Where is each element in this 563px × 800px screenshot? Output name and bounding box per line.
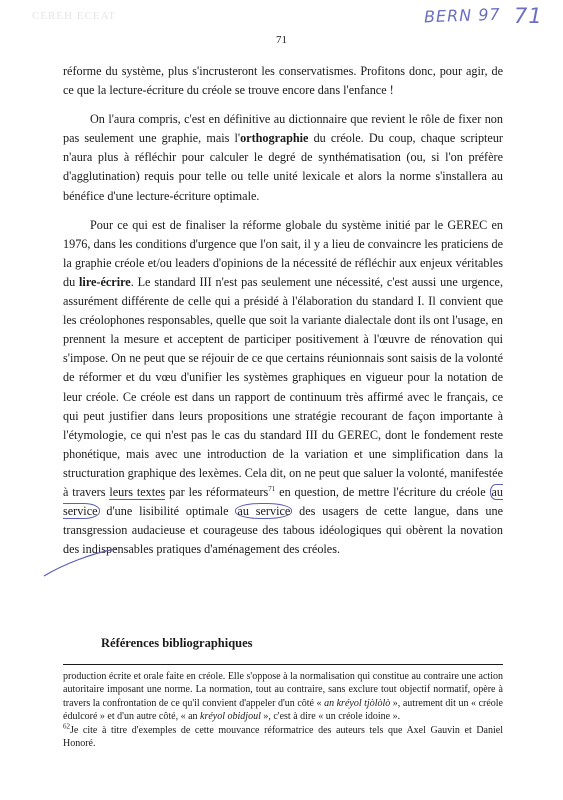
- footnote-62-text: Je cite à titre d'exemples de cette mouvance réformatrice des auteurs tels que Axel Gauvin et Daniel Honoré.: [63, 724, 503, 750]
- footnote-text-a: production écrite et orale faite en créole. Elle s'oppose à la normalisation qui constitue au contraire une action autoritaire imposant une norme. La normation, tout au contraire, sans exclure tout objectif normatif, opère à travers la confrontation de ce qu'il convient d'appeler d'un côté «: [63, 671, 503, 709]
- footnotes: [63, 670, 503, 750]
- handwritten-archive-reference: BERN 97: [423, 4, 501, 27]
- paragraph-3-text-d: en question, de mettre l'écriture du créole: [275, 484, 490, 499]
- footnote-separator: [63, 664, 503, 665]
- handwritten-archive-page: 71: [514, 4, 543, 28]
- footnote-ref-71: 71: [268, 484, 276, 493]
- bold-term-orthographie: orthographie: [240, 131, 309, 146]
- pen-underline-leurs-textes: leurs textes: [109, 484, 166, 499]
- paragraph-3-text-a: Pour ce qui est de finaliser la réforme globale du système initié par le GEREC en 1976, dans les conditions d'urgence que l'on sait, il y a lieu de convaincre les praticiens de la graphie créole et/ou leaders d'opinions de la nécessité de réfléchir aux enjeux véritables du: [63, 217, 503, 289]
- paragraph-3-text-e: d'une lisibilité optimale: [99, 504, 236, 519]
- references-heading: Références bibliographiques: [101, 636, 253, 650]
- pen-circled-au-service-2: au service: [237, 504, 291, 519]
- footnote-text-c: », c'est à dire « un créole idoine ».: [260, 711, 401, 723]
- footnote-number: 62: [63, 722, 70, 731]
- bold-term-lire-ecrire: lire-écrire: [79, 274, 131, 289]
- creole-term-obidjoul: kréyol obidjoul: [200, 711, 261, 723]
- paragraph-3-text-c: par les réformateurs: [165, 484, 269, 499]
- footnote-text-b: », autrement dit un « créole édulcoré » et d'un autre côté, « an: [63, 697, 503, 723]
- paragraph-1: réforme du système, plus s'incrusteront les conservatismes. Profitons donc, pour agir, de ce que la lecture-écriture du créole se trouve encore dans l'enfance !: [63, 64, 503, 98]
- faint-header-text: CEREH ECEAT: [32, 10, 117, 22]
- pen-circled-au-service-1: au service: [63, 484, 504, 519]
- page-number: 71: [276, 34, 287, 46]
- paragraph-3-text-b: . Le standard III n'est pas seulement une nécessité, c'est aussi une urgence, assurément différente de celle qui a présidé à l'élaboration du standard I. Il convient que les créolophones responsables, quelle que soit la variante dialectale dont ils ont l'usage, en prennent la mesure et acceptent de participer positivement à l'œuvre de rénovation qui s'impose. On ne peut que se réjouir de ce que certains réunionnais sont saisis de la volonté de réformer et du vœu d'unifier les systèmes graphiques en vigueur pour la notation de leur créole. Ce créole est dans un rapport de continuum très affirmé avec le français, ce qui peut justifier dans leurs propositions une stratégie recourant de façon importante à l'étymologie, ce qui n'est pas le cas du standard III du GEREC, dont le fondement reste phonétique, mais avec une introduction de la variation et une simplification dans la structuration graphique des lexèmes. Cela dit, on ne peut que saluer la volonté, manifestée à travers: [63, 274, 503, 499]
- paragraph-3-text-f: des usagers de cette langue, dans une transgression audacieuse et courageuse des tabous idéologiques qui obèrent la novation des indispensables pratiques d'aménagement des créoles.: [63, 504, 504, 557]
- footnote-continued: [63, 670, 503, 724]
- creole-term-tjololo: an kréyol tjòlòlò: [324, 697, 391, 709]
- footnote-62: [63, 724, 503, 751]
- paragraph-2-text-b: du créole. Du coup, chaque scripteur n'aura plus à réfléchir pour calculer le degré de synthématisation (ou, si l'on préfère d'agglutination) requis pour telle ou telle unité lexicale et alors la norme s'installera au bénéfice d'une lecture-écriture optimale.: [63, 131, 503, 203]
- paragraph-2-text-a: On l'aura compris, c'est en définitive au dictionnaire que revient le rôle de fixer non pas seulement une graphie, mais l': [63, 112, 503, 146]
